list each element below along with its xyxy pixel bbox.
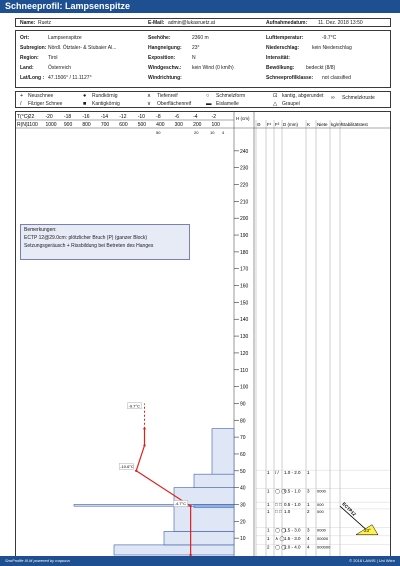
layer-f1: 1 xyxy=(267,535,270,541)
land-label: Land: xyxy=(20,65,34,71)
region-value: Tirol xyxy=(48,55,58,61)
t-tick-label: -18 xyxy=(63,114,72,120)
layer-k: 1 xyxy=(307,470,310,476)
r-tick-label: 200 xyxy=(193,122,202,128)
seehoehe-value: 2360 m xyxy=(192,35,209,41)
hardness-block xyxy=(114,545,234,555)
r-tick-label: 700 xyxy=(100,122,110,128)
ort-label: Ort: xyxy=(20,35,30,41)
top-tick-label: 20 xyxy=(194,130,199,135)
ort-value: Lampsenspitze xyxy=(48,35,82,41)
layer-grain-size: 1.5 - 3.0 xyxy=(284,527,301,533)
filled-circle-icon: ● xyxy=(83,93,87,99)
t-tick-label: -10 xyxy=(137,114,145,120)
latlong-label: Lat/Long : xyxy=(20,75,45,81)
column-header: Niete xyxy=(317,122,328,127)
t-tick-label: -6 xyxy=(174,114,180,120)
h-tick-label: 220 xyxy=(240,182,249,189)
temperature-point xyxy=(189,505,191,507)
legend-label-filziger: Filziger Schnee xyxy=(28,101,63,107)
klasse-value: not classified xyxy=(322,75,351,81)
column-header: F¹ xyxy=(267,122,272,127)
layer-grain-shape: / / xyxy=(275,470,279,476)
slash-icon: / xyxy=(20,101,22,107)
h-tick-label: 110 xyxy=(240,367,248,374)
lufttemp-label: Lufttemperatur: xyxy=(266,35,304,41)
h-tick-label: 140 xyxy=(240,317,249,324)
layer-k: 3 xyxy=(307,488,310,494)
hardness-block xyxy=(212,429,234,474)
subregion-label: Subregion: xyxy=(20,45,47,51)
t-tick-label: -22 xyxy=(27,114,35,120)
layer-grain-shape: ◯ ◯ xyxy=(275,527,287,533)
date-value: 11. Dez. 2018 13:50 xyxy=(318,20,363,26)
layer-grain-shape: ◯ ◯ xyxy=(275,544,287,550)
legend-label-rundkoernig: Rundkörnig xyxy=(92,93,118,99)
filled-square-icon: ■ xyxy=(83,101,87,107)
layer-k: 3 xyxy=(307,527,310,533)
t-tick-label: -2 xyxy=(211,114,216,120)
legend-label-neuschnee: Neuschnee xyxy=(28,93,54,99)
r-tick-label: 300 xyxy=(174,122,183,128)
windrichtung-label: Windrichtung: xyxy=(148,75,182,81)
stability-label: ECTP12 xyxy=(341,501,357,517)
h-tick-label: 180 xyxy=(240,249,249,256)
h-tick-label: 200 xyxy=(240,216,249,223)
column-header: D (mm) xyxy=(283,122,298,127)
layer-grain-shape: □ □ xyxy=(275,508,282,514)
intensitaet-label: Intensität: xyxy=(266,55,290,61)
remarks-line-2: Setzungsgeräusch + Rissbildung bei Betreten des Hanges xyxy=(24,243,154,249)
r-tick-label: 800 xyxy=(82,122,91,128)
date-label: Aufnahmedatum: xyxy=(266,20,308,26)
column-header: kg/m³ xyxy=(331,122,343,127)
layer-k: 4 xyxy=(307,544,310,550)
temperature-point xyxy=(135,470,137,472)
h-tick-label: 80 xyxy=(240,418,246,425)
site-info-box xyxy=(15,30,391,88)
layer-grain-size: 1.0 xyxy=(284,508,291,514)
column-header: K xyxy=(307,122,311,127)
layer-k: 2 xyxy=(307,508,310,514)
name-value: Ruetz xyxy=(38,20,52,26)
layer-grain-size: 1.5 - 3.0 xyxy=(284,535,301,541)
t-tick-label: -16 xyxy=(82,114,90,120)
layer-niete: 0000 xyxy=(317,527,326,533)
hangneigung-label: Hangneigung: xyxy=(148,45,182,51)
r-tick-label: 400 xyxy=(156,122,165,128)
layer-k: 4 xyxy=(307,535,310,541)
hardness-block xyxy=(164,531,234,544)
legend-label-schmelzkruste: Schmelzkruste xyxy=(342,95,375,101)
remarks-line-1: ECTP 12@29.0cm: plötzlicher Bruch (P) (ganzer Block) xyxy=(24,235,148,241)
remarks-box xyxy=(20,224,190,260)
niederschlag-label: Niederschlag: xyxy=(266,45,300,51)
legend-label-oberflaechenreif: Oberflächenreif xyxy=(157,101,192,107)
column-header: F² xyxy=(275,122,280,127)
h-tick-label: 50 xyxy=(240,468,246,475)
bewoelkung-value: bedeckt (8/8) xyxy=(306,65,336,71)
exposition-label: Exposition: xyxy=(148,55,176,61)
layer-grain-shape: ∧ ◯ xyxy=(275,535,285,541)
plus-icon: + xyxy=(20,93,24,99)
layer-niete: 000 xyxy=(317,502,324,508)
footer xyxy=(0,556,400,566)
h-tick-label: 130 xyxy=(240,334,249,341)
r-tick-label: 500 xyxy=(137,122,147,128)
legend-label-schmelzform: Schmelzform xyxy=(216,93,246,99)
klasse-label: Schneeprofilklasse: xyxy=(266,75,314,81)
lufttemp-value: -9.7°C xyxy=(322,35,337,41)
bar-icon: ▬ xyxy=(206,101,212,107)
t-tick-label: -12 xyxy=(119,114,127,120)
layer-niete: 0000 xyxy=(317,488,326,494)
ice-layer-block xyxy=(194,505,234,508)
h-tick-label: 100 xyxy=(240,384,249,391)
windgeschw-label: Windgeschw.: xyxy=(148,65,182,71)
legend-box xyxy=(15,91,391,108)
r-axis-label: R(N) xyxy=(17,122,28,128)
layer-niete: 000000 xyxy=(317,544,331,550)
column-header: Stabilitätstest xyxy=(341,122,368,127)
email-value: admin@lukasruetz.at xyxy=(168,20,216,26)
layer-grain-shape: ◯ ◯ xyxy=(275,488,287,494)
page-title: Schneeprofil: Lampsenspitze xyxy=(0,0,400,13)
layer-grain-size: 1.0 - 2.0 xyxy=(284,470,301,476)
legend-label-tiefenreif: Tiefenreif xyxy=(157,93,178,99)
h-tick-label: 230 xyxy=(240,165,249,172)
h-tick-label: 30 xyxy=(240,502,246,509)
h-tick-label: 20 xyxy=(240,519,246,526)
land-value: Österreich xyxy=(48,65,72,71)
temp-label: -4.7°C xyxy=(174,500,187,506)
legend-label-graupel: Graupel xyxy=(282,101,300,107)
stability-angle: 23° xyxy=(364,528,371,534)
niederschlag-value: kein Niederschlag xyxy=(312,45,352,51)
h-tick-label: 240 xyxy=(240,148,249,155)
region-label: Region: xyxy=(20,55,39,61)
subregion-value: Nördl. Ötztaler- & Stubaier Al... xyxy=(48,45,117,51)
temp-label: -9.7°C xyxy=(128,403,140,409)
exposition-value: N xyxy=(192,55,196,61)
t-axis-label: T(°C) xyxy=(17,114,29,120)
layer-niete: 000 xyxy=(317,508,324,514)
legend-label-eislamelle: Eislamelle xyxy=(216,101,239,107)
seehoehe-label: Seehöhe: xyxy=(148,35,171,41)
latlong-value: 47.1506° / 11.1127° xyxy=(48,75,92,81)
profile-chart-box xyxy=(15,111,391,558)
bewoelkung-label: Bewölkung: xyxy=(266,65,295,71)
h-tick-label: 170 xyxy=(240,266,249,273)
hardness-block xyxy=(174,506,234,531)
header-box xyxy=(15,18,391,27)
snow-profile-sheet xyxy=(15,18,391,558)
r-tick-label: 1000 xyxy=(45,122,57,128)
h-axis-label: H (cm) xyxy=(236,116,250,121)
h-tick-label: 60 xyxy=(240,451,246,458)
h-tick-label: 10 xyxy=(240,536,246,543)
layer-grain-shape: □ □ xyxy=(275,502,282,508)
triangle-icon: △ xyxy=(273,101,278,107)
layer-f1: 1 xyxy=(267,502,270,508)
layer-grain-size: 0.5 - 1.0 xyxy=(284,502,301,508)
temp-label: -10.6°C xyxy=(120,463,134,469)
layer-f1: 1 xyxy=(267,508,270,514)
top-tick-label: 10 xyxy=(210,130,215,135)
h-tick-label: 150 xyxy=(240,300,249,307)
column-header: Θ xyxy=(257,122,261,127)
h-tick-label: 90 xyxy=(240,401,246,408)
footer-right: © 2018 LAWIS | Uni Wien xyxy=(349,558,395,563)
footer-left: SnoProfile III.M powered by mapuna xyxy=(5,558,70,563)
layer-grain-size: 0.5 - 1.0 xyxy=(284,488,301,494)
legend-label-kantig-abgerundet: kantig, abgerundet xyxy=(282,93,324,99)
rounded-square-icon: ⊡ xyxy=(273,93,278,99)
t-tick-label: -8 xyxy=(156,114,161,120)
name-label: Name: xyxy=(20,20,36,26)
layer-f1: 1 xyxy=(267,488,270,494)
r-tick-label: 600 xyxy=(119,122,128,128)
t-tick-label: -4 xyxy=(193,114,198,120)
h-tick-label: 160 xyxy=(240,283,249,290)
h-tick-label: 70 xyxy=(240,435,246,442)
layer-k: 1 xyxy=(307,502,310,508)
t-tick-label: -14 xyxy=(100,114,109,120)
v-icon: ∨ xyxy=(147,101,152,107)
layer-f1: 1 xyxy=(267,527,270,533)
h-tick-label: 190 xyxy=(240,233,249,240)
top-tick-label: 4 xyxy=(222,130,225,135)
temperature-point xyxy=(143,444,145,446)
circle-icon: ○ xyxy=(206,93,210,99)
email-label: E-Mail: xyxy=(148,20,165,26)
h-tick-label: 40 xyxy=(240,485,246,492)
remarks-title: Bemerkungen: xyxy=(24,227,57,233)
melt-crust-icon: ∞ xyxy=(331,95,335,101)
windgeschw-value: kein Wind (0 km/h) xyxy=(192,65,234,71)
top-tick-label: 50 xyxy=(156,130,161,135)
legend-label-kantigkoernig: Kantigkörnig xyxy=(92,101,120,107)
layer-grain-size: 2.0 - 4.0 xyxy=(284,544,301,550)
hangneigung-value: 23° xyxy=(192,45,200,51)
r-tick-label: 100 xyxy=(211,122,220,128)
profile-chart xyxy=(16,112,390,557)
layer-f1: 1 xyxy=(267,470,270,476)
layer-f1: 2 xyxy=(267,544,270,550)
caret-icon: ∧ xyxy=(147,93,152,99)
r-tick-label: 900 xyxy=(63,122,73,128)
t-tick-label: -20 xyxy=(45,114,53,120)
h-tick-label: 210 xyxy=(240,199,249,206)
hardness-block xyxy=(194,474,234,487)
h-tick-label: 120 xyxy=(240,350,249,357)
layer-niete: 00000 xyxy=(317,535,329,541)
r-tick-label: 1100 xyxy=(27,122,38,128)
